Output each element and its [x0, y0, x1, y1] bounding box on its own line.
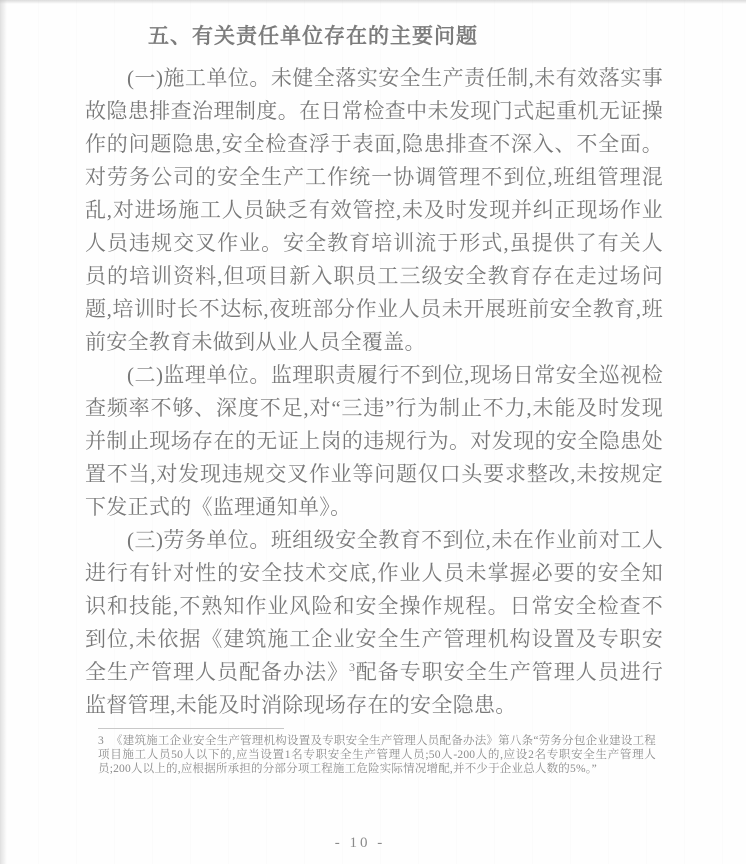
paragraph-supervision-unit: (二)监理单位。监理职责履行不到位,现场日常安全巡视检查频率不够、深度不足,对“三违”行为制止不力,未能及时发现并制止现场存在的无证上岗的违规行为。对发现的安全隐患处置不当,对发现违规交叉作业等问题仅口头要求整改,未按规定下发正式的《监理通知单》。	[85, 363, 663, 519]
paragraph-labor-unit-text: (三)劳务单位。班组级安全教育不到位,未在作业前对工人进行有针对性的安全技术交底,作业人员未掌握必要的安全知识和技能,不熟知作业风险和安全操作规程。日常安全检查不到位,未依据《建筑施工企业安全生产管理机构设置及专职安全生产管理人员配备办法》	[85, 528, 663, 684]
scan-edge-shadow-left	[0, 0, 7, 864]
footnote-separator-line	[98, 728, 284, 729]
scan-edge-shadow-top	[0, 0, 746, 4]
footnote-body: 《建筑施工企业安全生产管理机构设置及专职安全生产管理人员配备办法》第八条“劳务分包企业建设工程项目施工人员50人以下的,应当设置1名专职安全生产管理人员;50人-200人的,应设2名专职安全生产管理人员;200人以上的,应根据所承担的分部分项工程施工危险实际情况增配,并不少于企业总人数的5%。”	[98, 735, 656, 775]
paragraph-labor-unit	[85, 524, 663, 722]
footnote-reference-marker: 3	[349, 660, 355, 674]
section-heading: 五、有关责任单位存在的主要问题	[148, 25, 478, 48]
footnote	[98, 728, 656, 776]
footnote-number: 3	[98, 735, 104, 747]
paragraph-construction-unit: (一)施工单位。未健全落实安全生产责任制,未有效落实事故隐患排查治理制度。在日常检查中未发现门式起重机无证操作的问题隐患,安全检查浮于表面,隐患排查不深入、不全面。对劳务公司的安全生产工作统一协调管理不到位,班组管理混乱,对进场施工人员缺乏有效管控,未及时发现并纠正现场作业人员违规交叉作业。安全教育培训流于形式,虽提供了有关人员的培训资料,但项目新入职员工三级安全教育存在走过场问题,培训时长不达标,夜班部分作业人员未开展班前安全教育,班前安全教育未做到从业人员全覆盖。	[85, 66, 663, 354]
paragraph-labor-unit-text-cont: 配备专职安全生产管理人员进行监督管理,未能及时消除现场存在的安全隐患。	[85, 660, 663, 717]
footnote-text	[98, 734, 656, 776]
page-number: - 10 -	[334, 835, 386, 851]
